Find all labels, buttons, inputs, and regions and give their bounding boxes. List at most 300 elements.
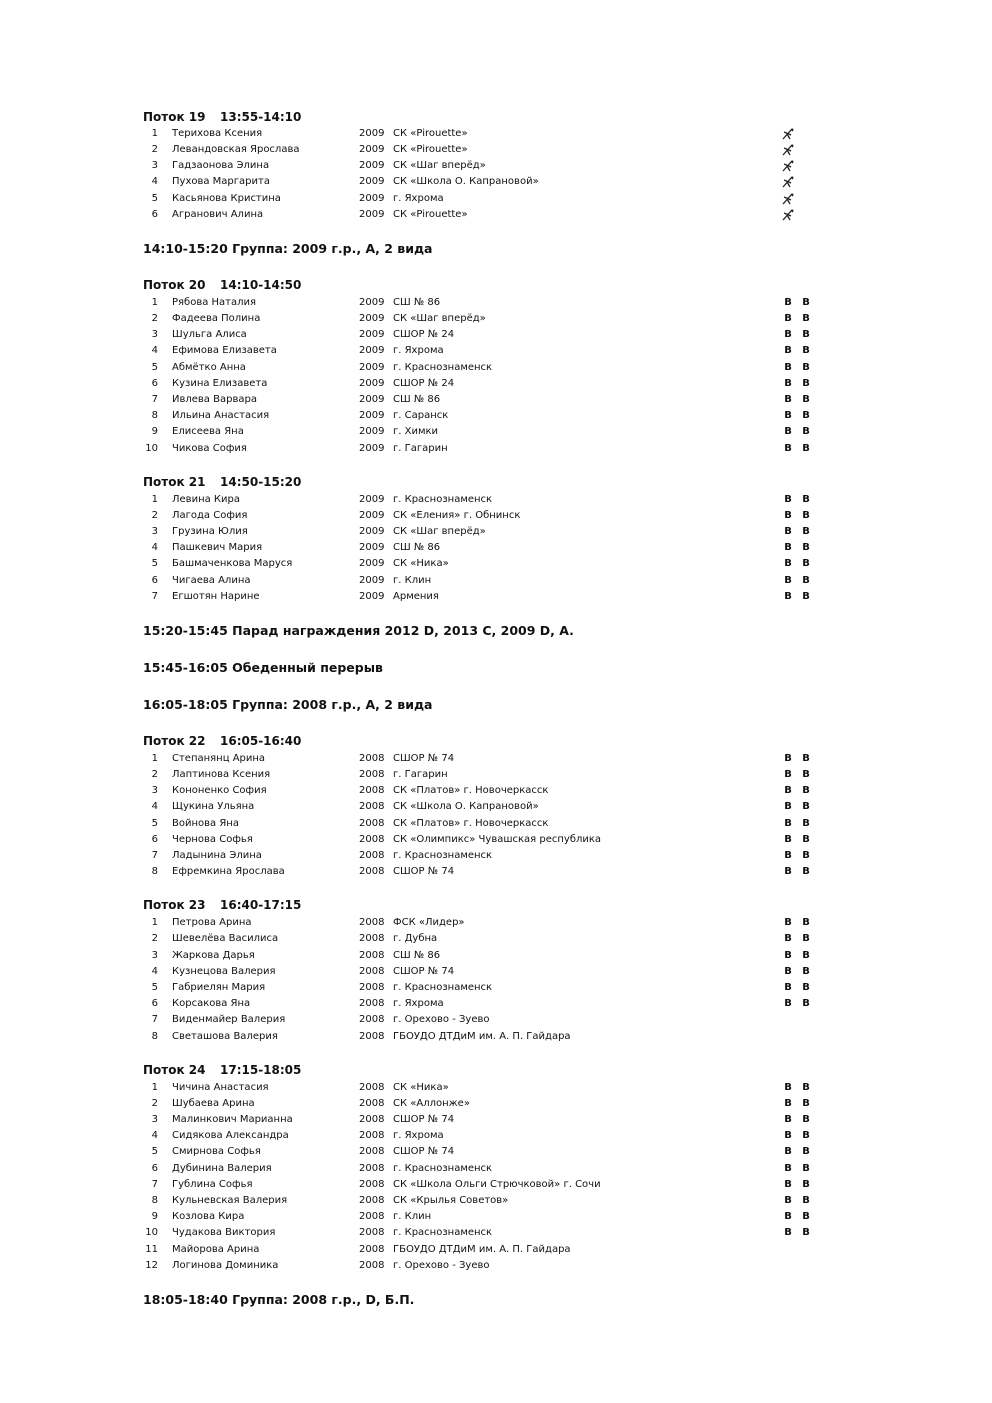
apparatus-mark: В — [802, 850, 810, 861]
apparatus-mark: В — [802, 542, 810, 553]
row-number: 1 — [151, 1082, 158, 1093]
participant-name: Чичина Анастасия — [172, 1082, 269, 1093]
birth-year: 2008 — [359, 1014, 385, 1025]
participant-name: Егшотян Нарине — [172, 591, 260, 602]
birth-year: 2008 — [359, 1227, 385, 1238]
apparatus-mark: В — [802, 1130, 810, 1141]
apparatus-mark: В — [802, 394, 810, 405]
club-name: СШ № 86 — [393, 950, 441, 961]
row-number: 8 — [151, 1031, 158, 1042]
row-number: 1 — [151, 297, 158, 308]
participant-row — [0, 441, 992, 457]
participant-row — [0, 864, 992, 880]
participant-name: Агранович Алина — [172, 209, 264, 220]
apparatus-mark: В — [784, 1163, 792, 1174]
row-number: 8 — [151, 1195, 158, 1206]
participant-name: Чигаева Алина — [172, 575, 251, 586]
row-number: 3 — [151, 160, 158, 171]
club-name: СК «Шаг вперёд» — [393, 526, 486, 537]
participant-name: Левина Кира — [172, 494, 240, 505]
participant-row — [0, 767, 992, 783]
participant-row — [0, 1029, 992, 1045]
participant-row — [0, 191, 992, 207]
apparatus-mark: В — [802, 950, 810, 961]
apparatus-mark: В — [784, 313, 792, 324]
row-number: 12 — [145, 1260, 158, 1271]
birth-year: 2009 — [359, 345, 385, 356]
participant-row — [0, 360, 992, 376]
apparatus-mark: В — [784, 494, 792, 505]
flow-name: Поток 23 — [143, 898, 206, 912]
apparatus-mark: В — [802, 1082, 810, 1093]
participant-name: Шубаева Арина — [172, 1098, 255, 1109]
birth-year: 2009 — [359, 209, 385, 220]
participant-row — [0, 126, 992, 142]
flow-title — [143, 1062, 301, 1078]
participant-name: Щукина Ульяна — [172, 801, 255, 812]
participant-name: Ладынина Элина — [172, 850, 262, 861]
participant-row — [0, 556, 992, 572]
participant-row — [0, 142, 992, 158]
club-name: СШ № 86 — [393, 297, 441, 308]
flow-name: Поток 19 — [143, 110, 206, 124]
club-name: г. Краснознаменск — [393, 850, 493, 861]
birth-year: 2009 — [359, 193, 385, 204]
participant-name: Чудакова Виктория — [172, 1227, 276, 1238]
club-name: г. Дубна — [393, 933, 438, 944]
birth-year: 2009 — [359, 378, 385, 389]
participant-row — [0, 816, 992, 832]
participant-name: Ильина Анастасия — [172, 410, 270, 421]
club-name: г. Клин — [393, 575, 432, 586]
birth-year: 2008 — [359, 1031, 385, 1042]
club-name: СК «Школа О. Капрановой» — [393, 801, 539, 812]
apparatus-mark: В — [784, 966, 792, 977]
row-number: 2 — [151, 144, 158, 155]
row-number: 11 — [145, 1244, 158, 1255]
participant-row — [0, 996, 992, 1012]
apparatus-mark: В — [784, 558, 792, 569]
row-number: 5 — [151, 982, 158, 993]
club-name: г. Саранск — [393, 410, 449, 421]
apparatus-mark: В — [802, 1211, 810, 1222]
participant-name: Шевелёва Василиса — [172, 933, 279, 944]
group-heading: 14:10-15:20 Группа: 2009 г.р., А, 2 вида — [143, 241, 433, 256]
row-number: 1 — [151, 494, 158, 505]
row-number: 3 — [151, 526, 158, 537]
participant-name: Пашкевич Мария — [172, 542, 263, 553]
apparatus-mark: В — [802, 982, 810, 993]
apparatus-mark: В — [784, 1098, 792, 1109]
apparatus-mark: В — [802, 866, 810, 877]
club-name: СК «Крылья Советов» — [393, 1195, 509, 1206]
row-number: 8 — [151, 866, 158, 877]
participant-row — [0, 207, 992, 223]
flow-title — [143, 277, 301, 293]
row-number: 5 — [151, 558, 158, 569]
club-name: СК «Аллонже» — [393, 1098, 470, 1109]
apparatus-mark: В — [784, 1114, 792, 1125]
apparatus-mark: В — [784, 950, 792, 961]
gymnast-icon — [781, 176, 794, 188]
flow-time: 16:05-16:40 — [220, 734, 302, 748]
club-name: Армения — [393, 591, 439, 602]
participant-name: Абмётко Анна — [172, 362, 246, 373]
apparatus-mark: В — [802, 769, 810, 780]
apparatus-mark: В — [802, 575, 810, 586]
club-name: СШОР № 74 — [393, 753, 455, 764]
club-name: г. Орехово - Зуево — [393, 1260, 490, 1271]
participant-row — [0, 799, 992, 815]
participant-name: Пухова Маргарита — [172, 176, 270, 187]
birth-year: 2009 — [359, 542, 385, 553]
apparatus-mark: В — [784, 510, 792, 521]
apparatus-mark: В — [784, 1227, 792, 1238]
birth-year: 2008 — [359, 818, 385, 829]
club-name: СК «Школа Ольги Стрючковой» г. Сочи — [393, 1179, 601, 1190]
row-number: 4 — [151, 1130, 158, 1141]
row-number: 2 — [151, 510, 158, 521]
apparatus-mark: В — [784, 394, 792, 405]
birth-year: 2009 — [359, 526, 385, 537]
row-number: 5 — [151, 362, 158, 373]
apparatus-mark: В — [784, 982, 792, 993]
participant-row — [0, 492, 992, 508]
row-number: 2 — [151, 1098, 158, 1109]
birth-year: 2009 — [359, 426, 385, 437]
club-name: СК «Шаг вперёд» — [393, 160, 486, 171]
birth-year: 2009 — [359, 313, 385, 324]
participant-name: Кузина Елизавета — [172, 378, 268, 389]
apparatus-mark: В — [784, 801, 792, 812]
participant-row — [0, 1161, 992, 1177]
participant-row — [0, 1144, 992, 1160]
row-number: 6 — [151, 1163, 158, 1174]
club-name: г. Краснознаменск — [393, 982, 493, 993]
row-number: 4 — [151, 345, 158, 356]
participant-row — [0, 508, 992, 524]
participant-name: Войнова Яна — [172, 818, 239, 829]
birth-year: 2008 — [359, 1163, 385, 1174]
participant-row — [0, 1128, 992, 1144]
flow-title — [143, 109, 301, 125]
apparatus-mark: В — [784, 426, 792, 437]
apparatus-mark: В — [802, 917, 810, 928]
participant-name: Лагода София — [172, 510, 248, 521]
apparatus-mark: В — [784, 378, 792, 389]
row-number: 9 — [151, 1211, 158, 1222]
participant-row — [0, 964, 992, 980]
apparatus-mark: В — [784, 1146, 792, 1157]
apparatus-mark: В — [784, 526, 792, 537]
row-number: 1 — [151, 128, 158, 139]
row-number: 5 — [151, 193, 158, 204]
participant-name: Грузина Юлия — [172, 526, 248, 537]
row-number: 5 — [151, 1146, 158, 1157]
club-name: г. Яхрома — [393, 1130, 444, 1141]
row-number: 4 — [151, 542, 158, 553]
apparatus-mark: В — [802, 362, 810, 373]
club-name: г. Клин — [393, 1211, 432, 1222]
birth-year: 2008 — [359, 785, 385, 796]
row-number: 4 — [151, 176, 158, 187]
club-name: г. Орехово - Зуево — [393, 1014, 490, 1025]
row-number: 6 — [151, 378, 158, 389]
participant-row — [0, 540, 992, 556]
birth-year: 2009 — [359, 144, 385, 155]
apparatus-mark: В — [802, 998, 810, 1009]
club-name: г. Краснознаменск — [393, 362, 493, 373]
birth-year: 2008 — [359, 753, 385, 764]
birth-year: 2009 — [359, 329, 385, 340]
apparatus-mark: В — [784, 1195, 792, 1206]
participant-row — [0, 1080, 992, 1096]
birth-year: 2009 — [359, 591, 385, 602]
club-name: СШОР № 74 — [393, 1146, 455, 1157]
apparatus-mark: В — [802, 345, 810, 356]
club-name: ГБОУДО ДТДиМ им. А. П. Гайдара — [393, 1244, 571, 1255]
birth-year: 2008 — [359, 950, 385, 961]
participant-row — [0, 980, 992, 996]
flow-name: Поток 24 — [143, 1063, 206, 1077]
apparatus-mark: В — [784, 410, 792, 421]
flow-time: 17:15-18:05 — [220, 1063, 302, 1077]
birth-year: 2008 — [359, 1114, 385, 1125]
participant-row — [0, 573, 992, 589]
birth-year: 2008 — [359, 982, 385, 993]
birth-year: 2009 — [359, 410, 385, 421]
birth-year: 2008 — [359, 933, 385, 944]
participant-row — [0, 1193, 992, 1209]
apparatus-mark: В — [784, 329, 792, 340]
apparatus-mark: В — [784, 443, 792, 454]
club-name: г. Яхрома — [393, 345, 444, 356]
birth-year: 2008 — [359, 769, 385, 780]
gymnast-icon — [781, 128, 794, 140]
birth-year: 2008 — [359, 1146, 385, 1157]
gymnast-icon — [781, 160, 794, 172]
participant-row — [0, 392, 992, 408]
flow-name: Поток 20 — [143, 278, 206, 292]
participant-row — [0, 783, 992, 799]
apparatus-mark: В — [802, 933, 810, 944]
birth-year: 2008 — [359, 834, 385, 845]
club-name: г. Яхрома — [393, 998, 444, 1009]
club-name: СК «Pirouette» — [393, 209, 468, 220]
participant-name: Светашова Валерия — [172, 1031, 278, 1042]
flow-time: 14:50-15:20 — [220, 475, 302, 489]
participant-row — [0, 311, 992, 327]
row-number: 7 — [151, 1014, 158, 1025]
flow-title — [143, 474, 301, 490]
row-number: 7 — [151, 1179, 158, 1190]
birth-year: 2008 — [359, 1082, 385, 1093]
participant-name: Левандовская Ярослава — [172, 144, 300, 155]
apparatus-mark: В — [802, 591, 810, 602]
club-name: СК «Ника» — [393, 1082, 449, 1093]
club-name: СК «Олимпикс» Чувашская республика — [393, 834, 602, 845]
apparatus-mark: В — [784, 1130, 792, 1141]
apparatus-mark: В — [802, 297, 810, 308]
participant-name: Логинова Доминика — [172, 1260, 279, 1271]
participant-row — [0, 1209, 992, 1225]
participant-row — [0, 1096, 992, 1112]
participant-name: Виденмайер Валерия — [172, 1014, 286, 1025]
row-number: 1 — [151, 917, 158, 928]
participant-name: Кузнецова Валерия — [172, 966, 276, 977]
row-number: 3 — [151, 329, 158, 340]
participant-row — [0, 1112, 992, 1128]
group-heading: 15:20-15:45 Парад награждения 2012 D, 2013 C, 2009 D, A. — [143, 623, 574, 638]
row-number: 7 — [151, 850, 158, 861]
participant-name: Кононенко София — [172, 785, 267, 796]
participant-row — [0, 408, 992, 424]
apparatus-mark: В — [802, 753, 810, 764]
club-name: ГБОУДО ДТДиМ им. А. П. Гайдара — [393, 1031, 571, 1042]
row-number: 2 — [151, 933, 158, 944]
apparatus-mark: В — [802, 1146, 810, 1157]
participant-row — [0, 915, 992, 931]
club-name: г. Яхрома — [393, 193, 444, 204]
apparatus-mark: В — [784, 591, 792, 602]
participant-row — [0, 832, 992, 848]
apparatus-mark: В — [784, 834, 792, 845]
apparatus-mark: В — [802, 801, 810, 812]
flow-time: 16:40-17:15 — [220, 898, 302, 912]
birth-year: 2008 — [359, 1098, 385, 1109]
row-number: 6 — [151, 998, 158, 1009]
participant-row — [0, 1258, 992, 1274]
club-name: ФСК «Лидер» — [393, 917, 465, 928]
row-number: 7 — [151, 394, 158, 405]
participant-row — [0, 848, 992, 864]
row-number: 3 — [151, 1114, 158, 1125]
birth-year: 2009 — [359, 297, 385, 308]
birth-year: 2008 — [359, 1195, 385, 1206]
participant-name: Петрова Арина — [172, 917, 252, 928]
participant-row — [0, 327, 992, 343]
participant-name: Фадеева Полина — [172, 313, 261, 324]
apparatus-mark: В — [802, 1195, 810, 1206]
club-name: СШОР № 24 — [393, 329, 455, 340]
club-name: г. Краснознаменск — [393, 1227, 493, 1238]
apparatus-mark: В — [802, 494, 810, 505]
club-name: СК «Шаг вперёд» — [393, 313, 486, 324]
apparatus-mark: В — [802, 1114, 810, 1125]
participant-row — [0, 343, 992, 359]
participant-name: Майорова Арина — [172, 1244, 260, 1255]
apparatus-mark: В — [802, 426, 810, 437]
birth-year: 2008 — [359, 1130, 385, 1141]
club-name: СШОР № 24 — [393, 378, 455, 389]
apparatus-mark: В — [784, 345, 792, 356]
birth-year: 2008 — [359, 850, 385, 861]
participant-name: Смирнова Софья — [172, 1146, 261, 1157]
participant-name: Гублина Софья — [172, 1179, 253, 1190]
row-number: 2 — [151, 313, 158, 324]
apparatus-mark: В — [802, 1179, 810, 1190]
birth-year: 2008 — [359, 917, 385, 928]
club-name: г. Краснознаменск — [393, 1163, 493, 1174]
birth-year: 2009 — [359, 558, 385, 569]
apparatus-mark: В — [784, 998, 792, 1009]
row-number: 1 — [151, 753, 158, 764]
row-number: 3 — [151, 785, 158, 796]
participant-name: Елисеева Яна — [172, 426, 244, 437]
participant-name: Малинкович Марианна — [172, 1114, 293, 1125]
apparatus-mark: В — [784, 769, 792, 780]
apparatus-mark: В — [802, 443, 810, 454]
birth-year: 2009 — [359, 575, 385, 586]
group-heading: 16:05-18:05 Группа: 2008 г.р., А, 2 вида — [143, 697, 433, 712]
birth-year: 2009 — [359, 176, 385, 187]
row-number: 5 — [151, 818, 158, 829]
apparatus-mark: В — [802, 510, 810, 521]
apparatus-mark: В — [802, 966, 810, 977]
participant-row — [0, 1177, 992, 1193]
gymnast-icon — [781, 193, 794, 205]
participant-name: Ивлева Варвара — [172, 394, 257, 405]
participant-name: Шульга Алиса — [172, 329, 247, 340]
participant-name: Ефимова Елизавета — [172, 345, 277, 356]
apparatus-mark: В — [802, 378, 810, 389]
apparatus-mark: В — [784, 362, 792, 373]
gymnast-icon — [781, 144, 794, 156]
apparatus-mark: В — [784, 866, 792, 877]
row-number: 2 — [151, 769, 158, 780]
club-name: г. Краснознаменск — [393, 494, 493, 505]
birth-year: 2008 — [359, 801, 385, 812]
row-number: 3 — [151, 950, 158, 961]
participant-row — [0, 751, 992, 767]
club-name: г. Химки — [393, 426, 439, 437]
participant-name: Касьянова Кристина — [172, 193, 281, 204]
group-heading: 18:05-18:40 Группа: 2008 г.р., D, Б.П. — [143, 1292, 415, 1307]
participant-row — [0, 1225, 992, 1241]
club-name: СК «Школа О. Капрановой» — [393, 176, 539, 187]
participant-row — [0, 931, 992, 947]
birth-year: 2009 — [359, 394, 385, 405]
apparatus-mark: В — [784, 753, 792, 764]
club-name: СШОР № 74 — [393, 866, 455, 877]
club-name: СК «Платов» г. Новочеркасск — [393, 818, 549, 829]
flow-name: Поток 21 — [143, 475, 206, 489]
participant-row — [0, 1012, 992, 1028]
club-name: СШОР № 74 — [393, 1114, 455, 1125]
participant-row — [0, 589, 992, 605]
club-name: СШ № 86 — [393, 394, 441, 405]
birth-year: 2008 — [359, 866, 385, 877]
row-number: 6 — [151, 834, 158, 845]
row-number: 6 — [151, 209, 158, 220]
club-name: СШ № 86 — [393, 542, 441, 553]
gymnast-icon — [781, 209, 794, 221]
birth-year: 2008 — [359, 1244, 385, 1255]
club-name: СК «Pirouette» — [393, 128, 468, 139]
club-name: СК «Платов» г. Новочеркасск — [393, 785, 549, 796]
row-number: 10 — [145, 1227, 158, 1238]
row-number: 6 — [151, 575, 158, 586]
club-name: СК «Pirouette» — [393, 144, 468, 155]
participant-row — [0, 424, 992, 440]
club-name: г. Гагарин — [393, 769, 448, 780]
participant-row — [0, 295, 992, 311]
row-number: 4 — [151, 801, 158, 812]
apparatus-mark: В — [784, 575, 792, 586]
birth-year: 2009 — [359, 510, 385, 521]
apparatus-mark: В — [802, 558, 810, 569]
group-heading: 15:45-16:05 Обеденный перерыв — [143, 660, 383, 675]
